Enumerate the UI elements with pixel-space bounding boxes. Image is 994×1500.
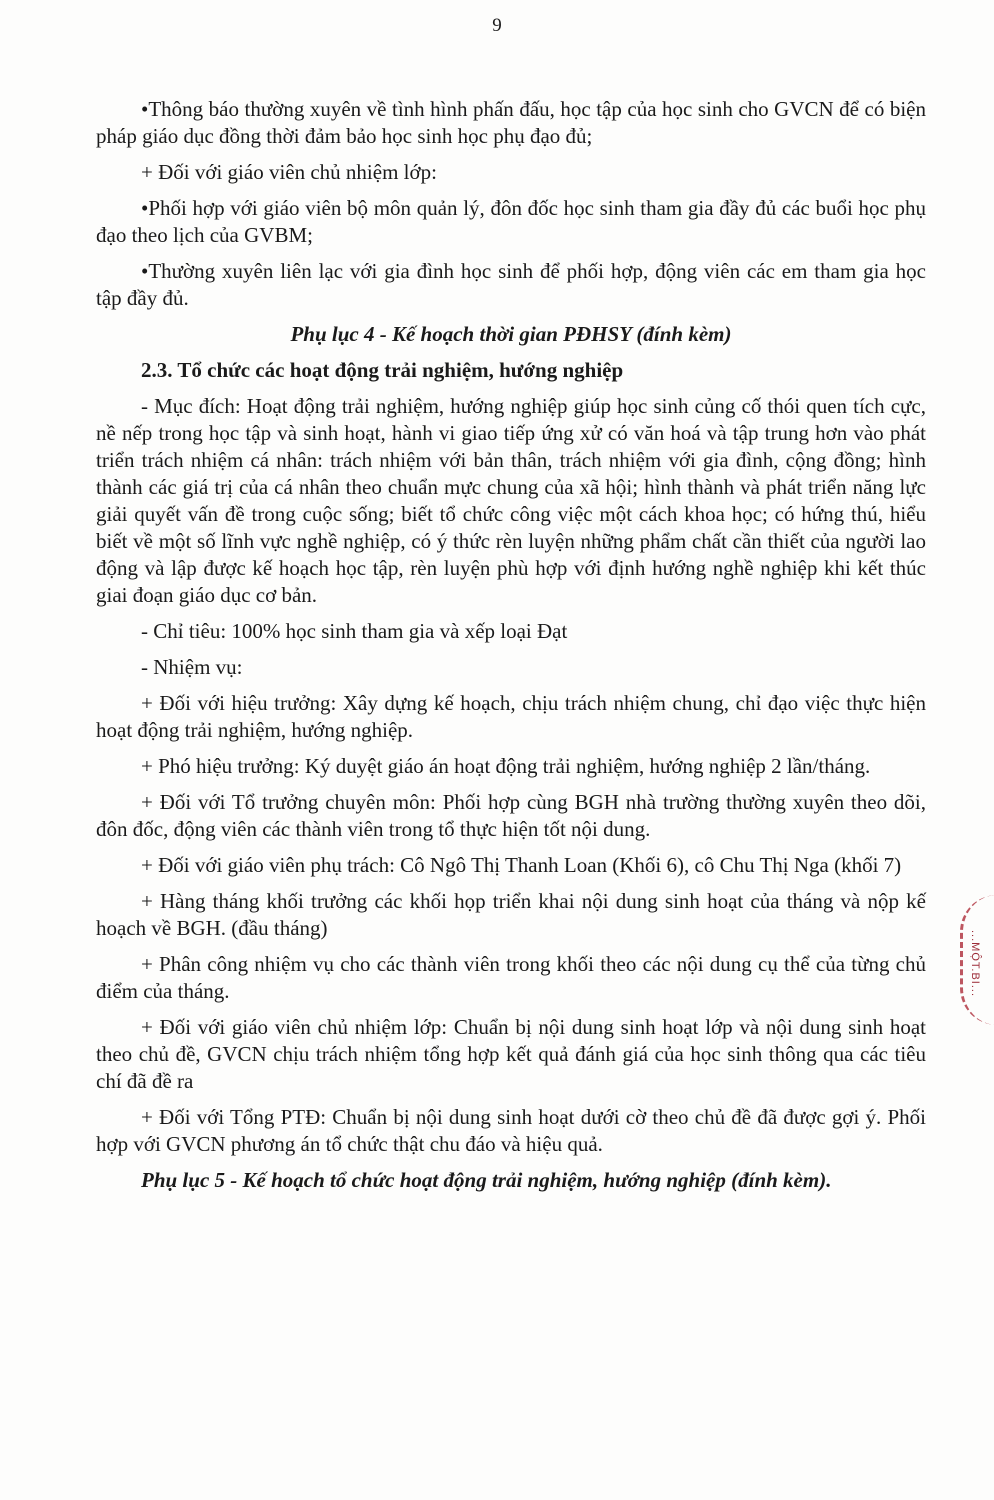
document-body bbox=[96, 96, 926, 1203]
appendix-4-note: Phụ lục 4 - Kế hoạch thời gian PĐHSY (đính kèm) bbox=[290, 322, 732, 346]
page-number: 9 bbox=[492, 15, 502, 36]
target-paragraph: - Chỉ tiêu: 100% học sinh tham gia và xếp loại Đạt bbox=[141, 619, 568, 643]
task-paragraph: + Đối với giáo viên phụ trách: Cô Ngô Thị Thanh Loan (Khối 6), cô Chu Thị Nga (khối 7) bbox=[141, 853, 902, 877]
tasks-label: - Nhiệm vụ: bbox=[141, 655, 243, 679]
bullet-paragraph: •Phối hợp với giáo viên bộ môn quản lý, đôn đốc học sinh tham gia đầy đủ các buổi học phụ đạo theo lịch của GVBM; bbox=[96, 196, 926, 247]
task-paragraph: + Phân công nhiệm vụ cho các thành viên trong khối theo các nội dung cụ thể của từng chủ điểm của tháng. bbox=[96, 952, 926, 1003]
appendix-5-note: Phụ lục 5 - Kế hoạch tổ chức hoạt động trải nghiệm, hướng nghiệp (đính kèm). bbox=[141, 1168, 832, 1192]
bullet-paragraph: •Thông báo thường xuyên về tình hình phấn đấu, học tập của học sinh cho GVCN để có biện pháp giáo dục đồng thời đảm bảo học sinh học phụ đạo đủ; bbox=[96, 97, 926, 148]
task-paragraph: + Phó hiệu trưởng: Ký duyệt giáo án hoạt động trải nghiệm, hướng nghiệp 2 lần/tháng. bbox=[141, 754, 871, 778]
task-paragraph: + Đối với Tổng PTĐ: Chuẩn bị nội dung sinh hoạt dưới cờ theo chủ đề đã được gợi ý. Phối hợp với GVCN phương án tổ chức thật chu đáo và hiệu quả. bbox=[96, 1105, 926, 1156]
seal-text: ...MỘT.BI... bbox=[969, 930, 981, 998]
section-heading: 2.3. Tổ chức các hoạt động trải nghiệm, hướng nghiệp bbox=[141, 358, 624, 382]
task-paragraph: + Đối với Tổ trưởng chuyên môn: Phối hợp cùng BGH nhà trường thường xuyên theo dõi, đôn đốc, động viên các thành viên trong tổ thực hiện tốt nội dung. bbox=[96, 790, 926, 841]
subheading-paragraph: + Đối với giáo viên chủ nhiệm lớp: bbox=[141, 160, 437, 184]
task-paragraph: + Đối với hiệu trưởng: Xây dựng kế hoạch, chịu trách nhiệm chung, chỉ đạo việc thực hiện hoạt động trải nghiệm, hướng nghiệp. bbox=[96, 691, 926, 742]
task-paragraph: + Đối với giáo viên chủ nhiệm lớp: Chuẩn bị nội dung sinh hoạt lớp và nội dung sinh hoạt theo chủ đề, GVCN chịu trách nhiệm tổng hợp kết quả đánh giá của học sinh thông qua các tiêu chí đã đề ra bbox=[96, 1015, 926, 1093]
purpose-paragraph: - Mục đích: Hoạt động trải nghiệm, hướng nghiệp giúp học sinh củng cố thói quen tích cực, nề nếp trong học tập và sinh hoạt, hành vi giao tiếp ứng xử có văn hoá và tập trung hơn vào phát triển trách nhiệm cá nhân: trách nhiệm với bản thân, trách nhiệm với gia đình, cộng đồng; hình thành các giá trị của cá nhân theo chuẩn mực chung của xã hội; hình thành và phát triển năng lực giải quyết vấn đề trong cuộc sống; biết tổ chức công việc một cách khoa học; có hứng thú, hiểu biết về một số lĩnh vực nghề nghiệp, có ý thức rèn luyện những phẩm chất cần thiết của người lao động và lập được kế hoạch học tập, rèn luyện phù hợp với định hướng nghề nghiệp khi kết thúc giai đoạn giáo dục cơ bản. bbox=[96, 394, 926, 607]
bullet-paragraph: •Thường xuyên liên lạc với gia đình học sinh để phối hợp, động viên các em tham gia học tập đầy đủ. bbox=[96, 259, 926, 310]
task-paragraph: + Hàng tháng khối trưởng các khối họp triển khai nội dung sinh hoạt của tháng và nộp kế hoạch về BGH. (đầu tháng) bbox=[96, 889, 926, 940]
